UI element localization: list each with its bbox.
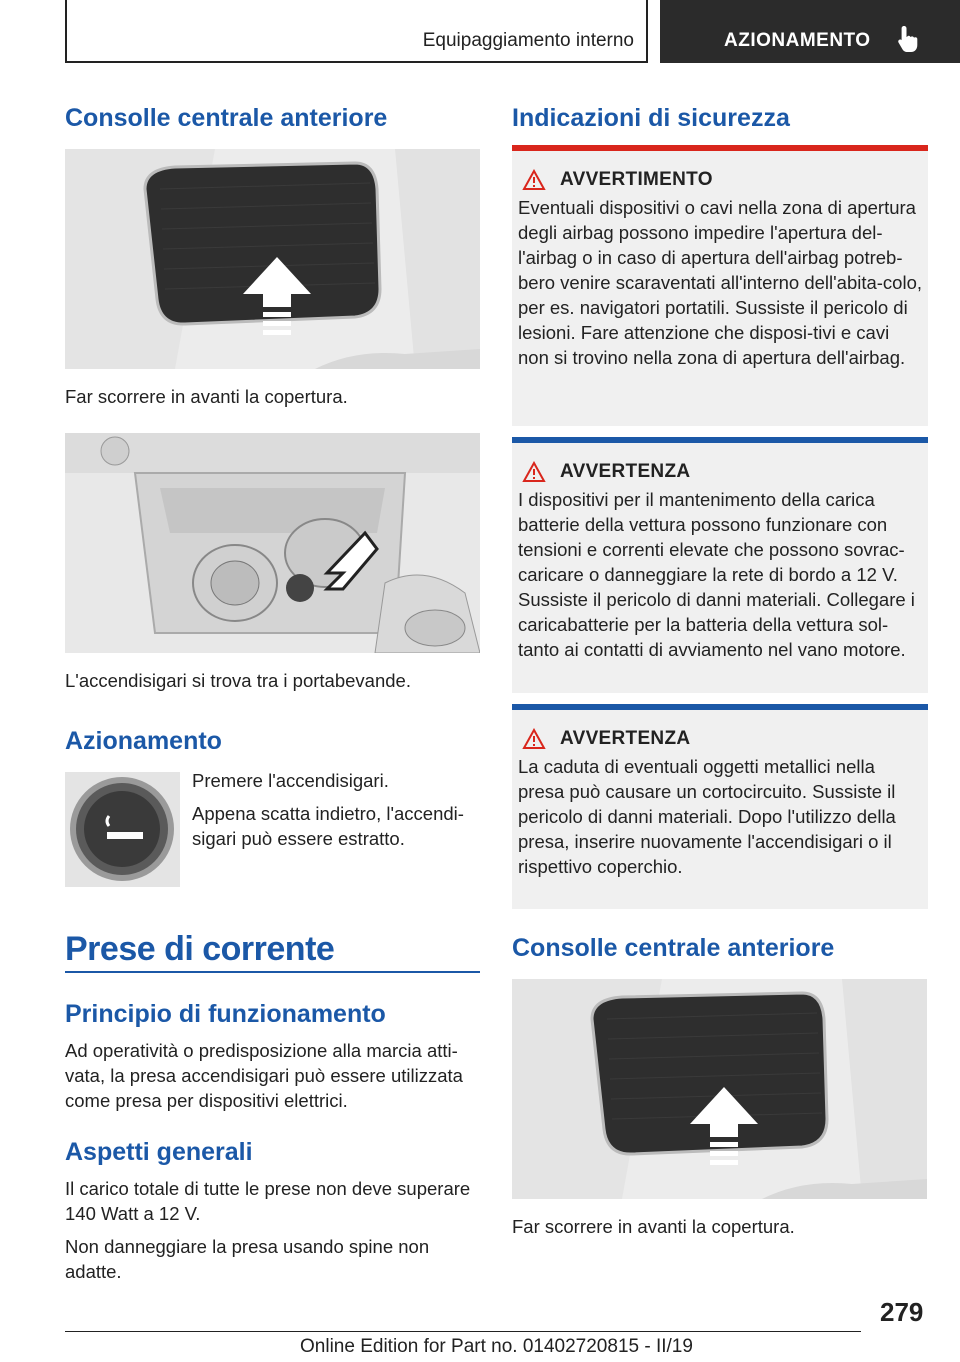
warning-triangle-icon	[522, 461, 546, 483]
warning-triangle-icon	[522, 169, 546, 191]
header-section-title: Equipaggiamento interno	[422, 30, 634, 51]
caution-box-short-circuit	[512, 704, 928, 909]
caution-title: AVVERTENZA	[560, 461, 691, 482]
console-cover-illustration-2	[512, 979, 927, 1199]
warning-triangle-icon	[522, 728, 546, 750]
heading-azionamento: Azionamento	[65, 727, 222, 755]
caption-lighter-location: L'accendisigari si trova tra i portabevande.	[65, 670, 411, 691]
principio-text: Ad operatività o predisposizione alla marcia atti-vata, la presa accendisigari può essere utilizzata come presa per dispositivi elettrici.	[65, 1040, 463, 1111]
warning-text: Eventuali dispositivi o cavi nella zona di apertura degli airbag possono impedire l'apertura del-l'airbag o in caso di apertura dell'airbag potreb-bero venire scaraventati all'interno dell'abita-colo, per es. navigatori portatili. Sussiste il pericolo di lesioni. Fare attenzione che disposi-tivi e cavi non si trovino nella zona di apertura dell'airbag.	[518, 197, 923, 368]
hand-pointer-icon	[896, 24, 922, 54]
warning-title: AVVERTIMENTO	[560, 169, 713, 190]
header-section-tab	[65, 0, 648, 63]
aspetti-text-2: Non danneggiare la presa usando spine non adatte.	[65, 1236, 430, 1282]
heading-prese-di-corrente: Prese di corrente	[65, 930, 335, 968]
caution-title: AVVERTENZA	[560, 728, 691, 749]
caption-cover: Far scorrere in avanti la copertura.	[65, 386, 348, 407]
heading-safety: Indicazioni di sicurezza	[512, 104, 790, 132]
cigarette-lighter-icon	[65, 772, 180, 887]
cigarette-lighter-location-illustration	[65, 433, 480, 653]
section-heading-console: Consolle centrale anteriore	[65, 104, 388, 132]
header-chapter-title: AZIONAMENTO	[724, 30, 871, 51]
heading-aspetti-generali: Aspetti generali	[65, 1138, 253, 1166]
section-heading-console-2: Consolle centrale anteriore	[512, 934, 835, 962]
warning-box-airbag	[512, 145, 928, 426]
page-number: 279	[880, 1297, 924, 1327]
heading-principio: Principio di funzionamento	[65, 1000, 386, 1028]
heading-underline	[65, 971, 480, 973]
caution-text: I dispositivi per il mantenimento della carica batterie della vettura possono funzionare con tensioni e correnti elevate che possono sovrac-caricare o danneggiare la rete di bordo a 12 V. Sussiste il pericolo di danni materiali. Collegare i caricabatterie per la batteria della vettura sol-tanto ai contatti di avviamento nel vano motore.	[518, 489, 915, 660]
caption-cover-2: Far scorrere in avanti la copertura.	[512, 1216, 795, 1237]
azionamento-step1: Premere l'accendisigari.	[192, 770, 389, 791]
console-cover-illustration	[65, 149, 480, 369]
azionamento-step2: Appena scatta indietro, l'accendi-sigari può essere estratto.	[192, 803, 464, 849]
caution-text: La caduta di eventuali oggetti metallici nella presa può causare un cortocircuito. Sussiste il pericolo di danni materiali. Dopo l'utilizzo della presa, inserire nuovamente l'accendisigari o il rispettivo coperchio.	[518, 756, 896, 877]
header-chapter-tab	[660, 0, 960, 63]
footer-edition: Online Edition for Part no. 01402720815 - II/19	[300, 1336, 693, 1357]
footer-divider	[65, 1331, 861, 1332]
caution-box-charger	[512, 437, 928, 693]
aspetti-text-1: Il carico totale di tutte le prese non deve superare 140 Watt a 12 V.	[65, 1178, 471, 1224]
